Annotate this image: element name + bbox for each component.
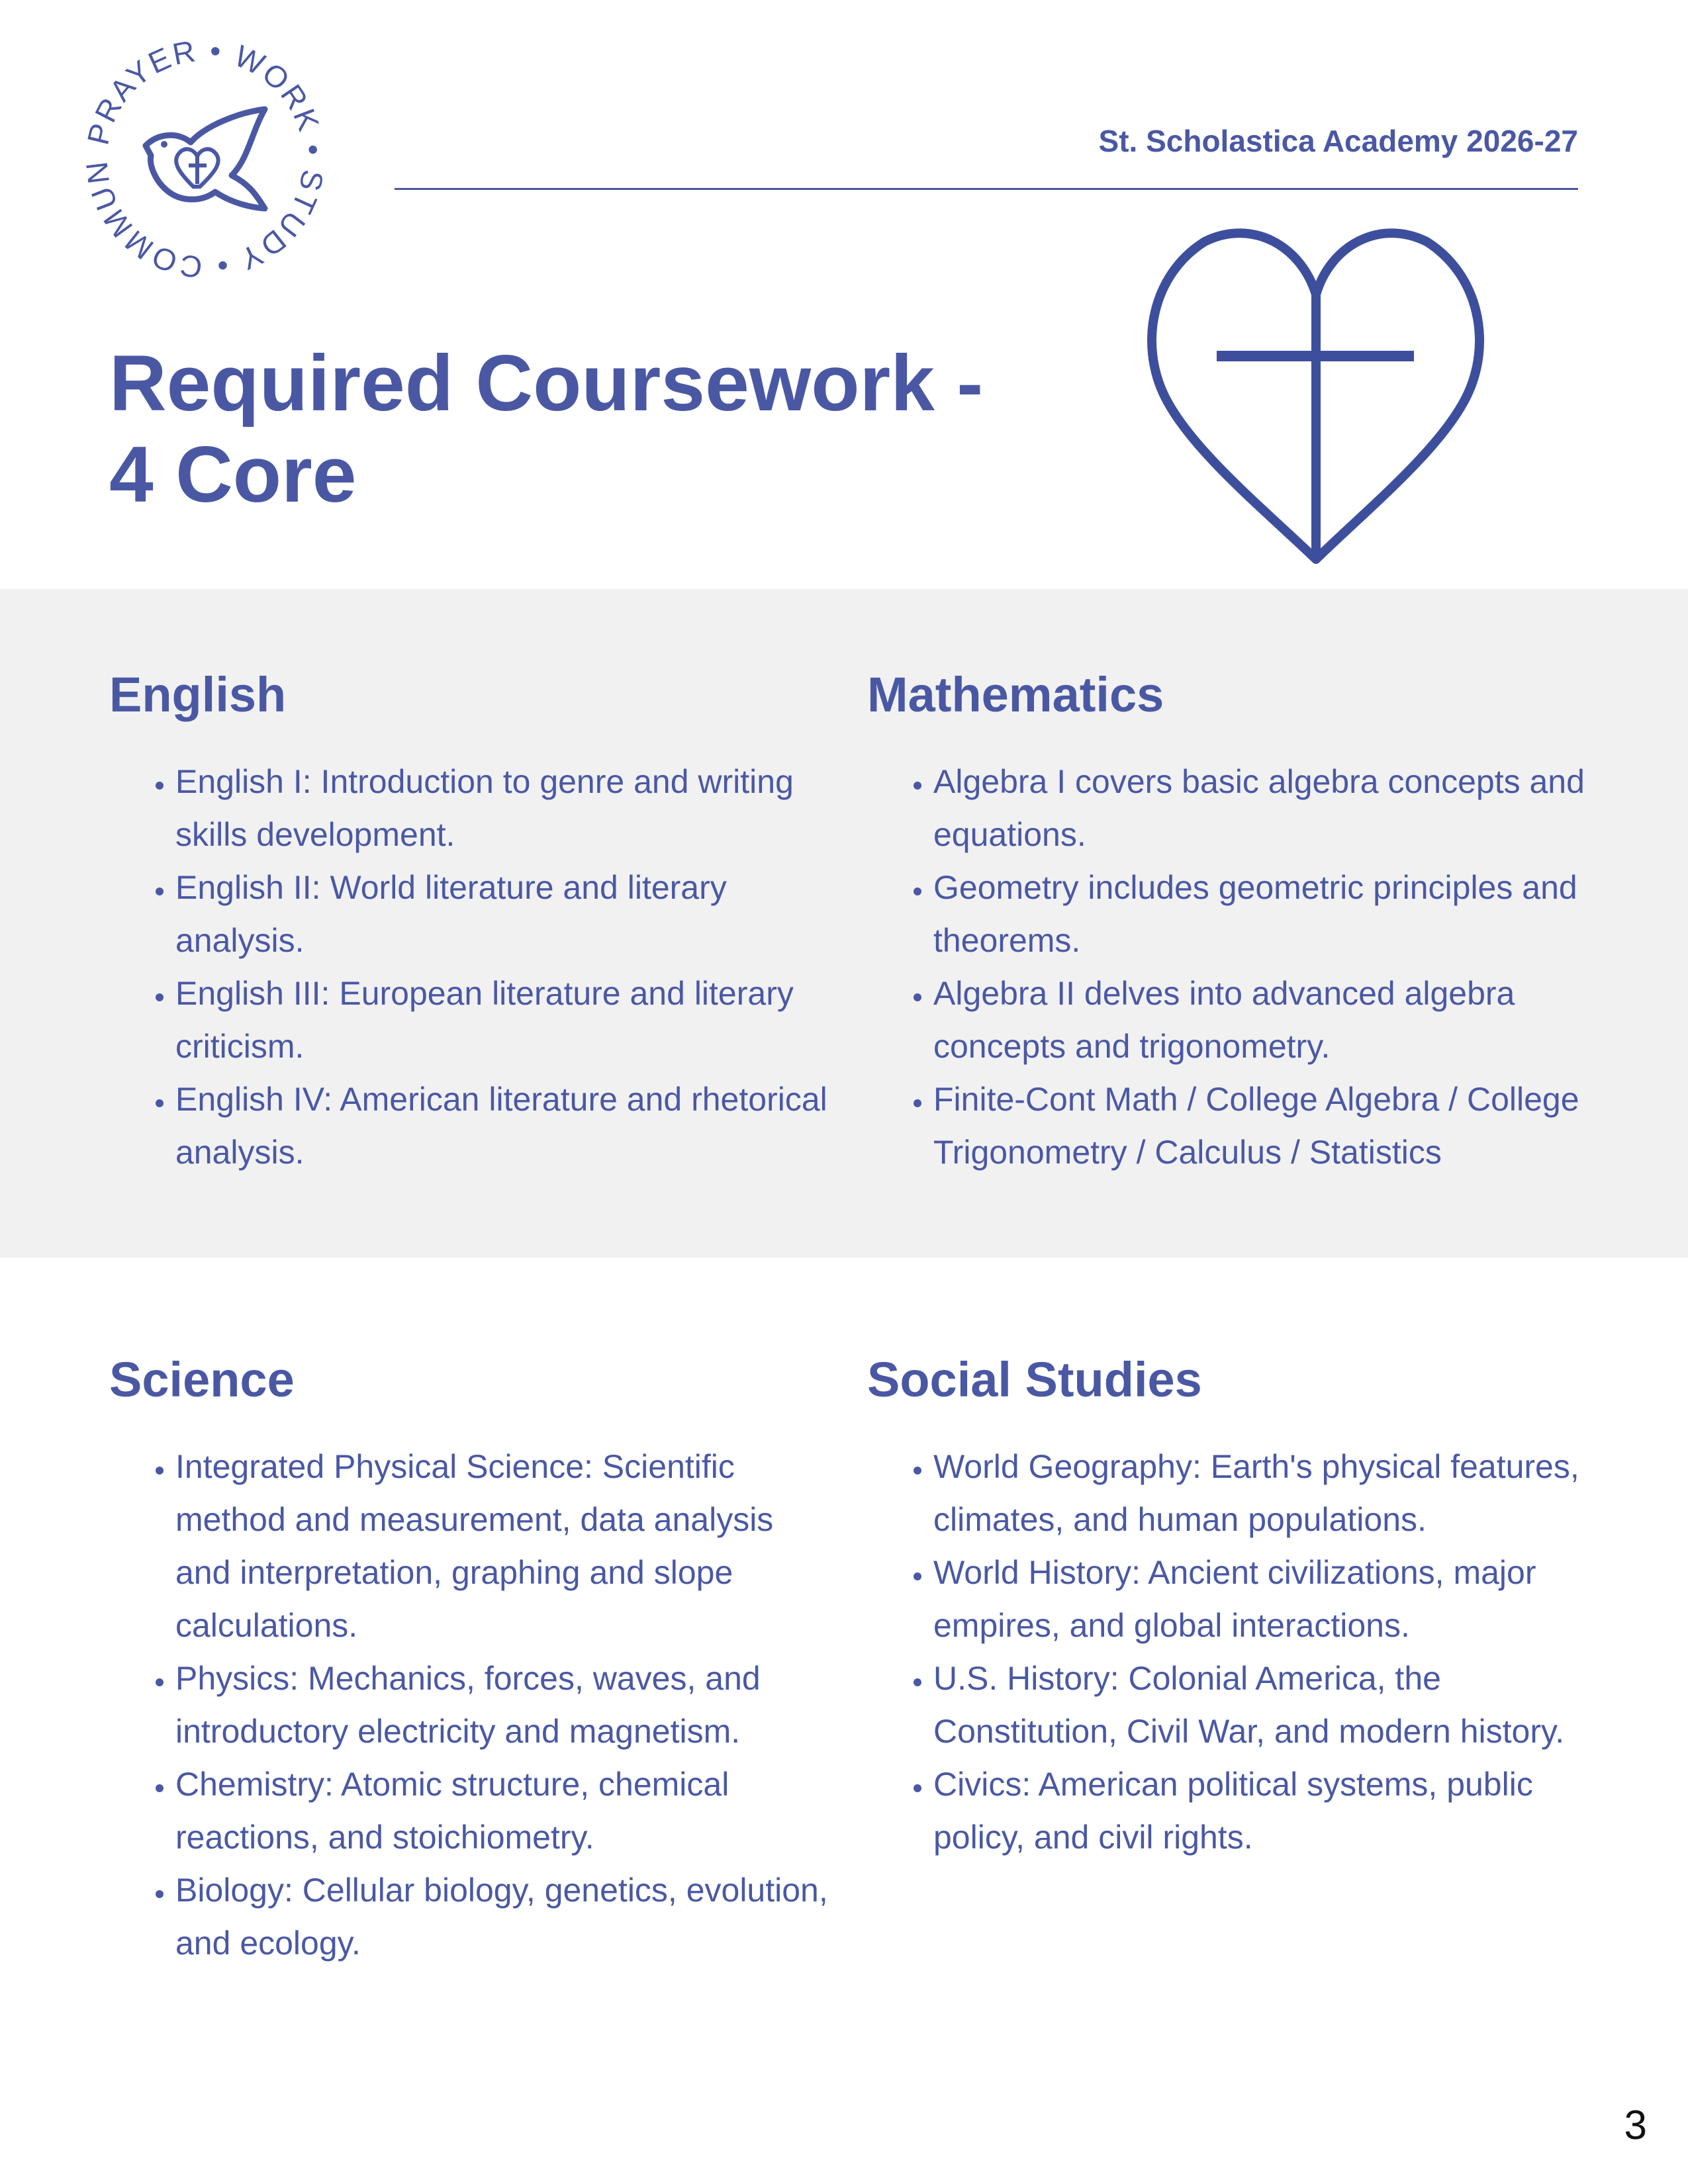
list-item: • World History: Ancient civilizations, major empires, and global interactions. <box>933 1546 1595 1652</box>
list-item: • Finite-Cont Math / College Algebra / College Trigonometry / Calculus / Statistics <box>933 1073 1635 1179</box>
list-item: • English III: European literature and literary criticism. <box>175 967 837 1073</box>
dove-heart-cross-icon <box>73 33 338 285</box>
list-item: • Algebra II delves into advanced algebra concepts and trigonometry. <box>933 967 1635 1073</box>
list-item: • U.S. History: Colonial America, the Constitution, Civil War, and modern history. <box>933 1652 1595 1758</box>
svg-text:PRAYER • WORK • STUDY • COMMUN <box>73 33 331 285</box>
page-title: Required Coursework - 4 Core <box>109 339 984 519</box>
science-section <box>109 1350 837 1970</box>
list-item: • Chemistry: Atomic structure, chemical reactions, and stoichiometry. <box>175 1758 837 1864</box>
english-list <box>109 755 837 1179</box>
science-list <box>109 1440 837 1970</box>
list-item: • Biology: Cellular biology, genetics, evolution, and ecology. <box>175 1864 837 1970</box>
page-number: 3 <box>1624 2103 1647 2148</box>
logo-ring-text: PRAYER • WORK • STUDY • COMMUN <box>79 33 332 285</box>
science-heading: Science <box>109 1352 295 1407</box>
english-heading: English <box>109 667 287 722</box>
social-studies-list <box>867 1440 1595 1864</box>
mathematics-heading: Mathematics <box>867 667 1164 722</box>
list-item: • English II: World literature and literary analysis. <box>175 861 837 967</box>
english-section <box>109 665 837 1179</box>
social-studies-heading: Social Studies <box>867 1352 1202 1407</box>
list-item: • Physics: Mechanics, forces, waves, and introductory electricity and magnetism. <box>175 1652 837 1758</box>
heart-cross-icon <box>1112 225 1523 569</box>
list-item: • Civics: American political systems, public policy, and civil rights. <box>933 1758 1595 1864</box>
list-item: • English I: Introduction to genre and writing skills development. <box>175 755 837 861</box>
mathematics-list <box>867 755 1635 1179</box>
mathematics-section <box>867 665 1635 1179</box>
social-studies-section <box>867 1350 1595 1864</box>
list-item: • English IV: American literature and rhetorical analysis. <box>175 1073 837 1179</box>
header-divider <box>395 188 1578 190</box>
list-item: • Integrated Physical Science: Scientific method and measurement, data analysis and interpretation, graphing and slope calculations. <box>175 1440 837 1652</box>
header-title: St. Scholastica Academy 2026-27 <box>1098 124 1578 158</box>
school-logo <box>73 33 338 285</box>
list-item: • Geometry includes geometric principles and theorems. <box>933 861 1635 967</box>
list-item: • World Geography: Earth's physical features, climates, and human populations. <box>933 1440 1595 1546</box>
list-item: • Algebra I covers basic algebra concepts and equations. <box>933 755 1635 861</box>
heart-cross-decoration <box>1112 225 1523 569</box>
